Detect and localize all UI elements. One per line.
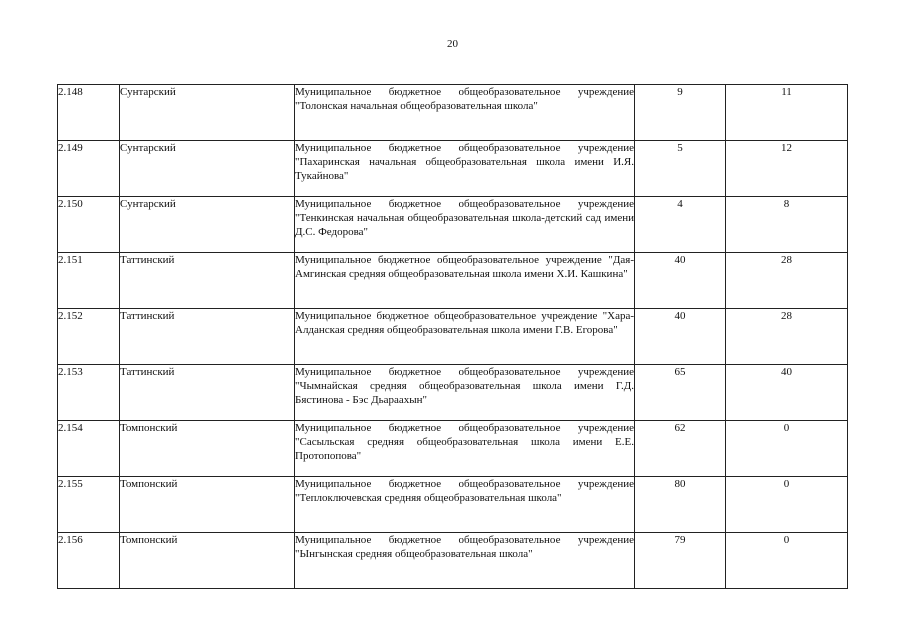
table-row (58, 309, 848, 365)
value-column-2: 12 (726, 141, 848, 197)
district-name: Сунтарский (120, 141, 295, 197)
institution-name: Муниципальное бюджетное общеобразовательное учреждение "Теплоключевская средняя общеобразовательная школа" (295, 477, 635, 533)
row-number: 2.150 (58, 197, 120, 253)
value-column-2: 28 (726, 309, 848, 365)
institution-name: Муниципальное бюджетное общеобразовательное учреждение "Толонская начальная общеобразовательная школа" (295, 85, 635, 141)
value-column-1: 80 (635, 477, 726, 533)
value-column-1: 40 (635, 253, 726, 309)
institution-name: Муниципальное бюджетное общеобразовательное учреждение "Хара-Алданская средняя общеобразовательная школа имени Г.В. Егорова" (295, 309, 635, 365)
value-column-2: 40 (726, 365, 848, 421)
district-name: Томпонский (120, 477, 295, 533)
value-column-1: 65 (635, 365, 726, 421)
row-number: 2.155 (58, 477, 120, 533)
value-column-1: 62 (635, 421, 726, 477)
value-column-2: 0 (726, 533, 848, 589)
table-row (58, 197, 848, 253)
district-name: Сунтарский (120, 197, 295, 253)
value-column-2: 11 (726, 85, 848, 141)
table-row (58, 477, 848, 533)
institution-name: Муниципальное бюджетное общеобразовательное учреждение "Тенкинская начальная общеобразовательная школа-детский сад имени Д.С. Федорова" (295, 197, 635, 253)
institution-name: Муниципальное бюджетное общеобразовательное учреждение "Пахаринская начальная общеобразовательная школа имени И.Я. Тукайнова" (295, 141, 635, 197)
value-column-2: 28 (726, 253, 848, 309)
table-row (58, 533, 848, 589)
district-name: Томпонский (120, 421, 295, 477)
institution-name: Муниципальное бюджетное общеобразовательное учреждение "Чымнайская средняя общеобразовательная школа имени Г.Д. Бястинова - Бэс Дьараахын" (295, 365, 635, 421)
institution-name: Муниципальное бюджетное общеобразовательное учреждение "Сасыльская средняя общеобразовательная школа имени Е.Е. Протопопова" (295, 421, 635, 477)
table-row (58, 365, 848, 421)
value-column-1: 40 (635, 309, 726, 365)
value-column-1: 5 (635, 141, 726, 197)
institutions-table (57, 84, 848, 589)
table-row (58, 421, 848, 477)
row-number: 2.153 (58, 365, 120, 421)
row-number: 2.152 (58, 309, 120, 365)
value-column-1: 79 (635, 533, 726, 589)
value-column-1: 9 (635, 85, 726, 141)
district-name: Таттинский (120, 309, 295, 365)
value-column-2: 8 (726, 197, 848, 253)
table-row (58, 141, 848, 197)
row-number: 2.156 (58, 533, 120, 589)
row-number: 2.149 (58, 141, 120, 197)
institution-name: Муниципальное бюджетное общеобразовательное учреждение "Ынгынская средняя общеобразовательная школа" (295, 533, 635, 589)
table-row (58, 253, 848, 309)
value-column-2: 0 (726, 421, 848, 477)
row-number: 2.154 (58, 421, 120, 477)
district-name: Таттинский (120, 365, 295, 421)
institution-name: Муниципальное бюджетное общеобразовательное учреждение "Дая-Амгинская средняя общеобразовательная школа имени Х.И. Кашкина" (295, 253, 635, 309)
value-column-2: 0 (726, 477, 848, 533)
value-column-1: 4 (635, 197, 726, 253)
table-row (58, 85, 848, 141)
page-number: 20 (447, 38, 458, 50)
district-name: Томпонский (120, 533, 295, 589)
row-number: 2.148 (58, 85, 120, 141)
district-name: Таттинский (120, 253, 295, 309)
district-name: Сунтарский (120, 85, 295, 141)
row-number: 2.151 (58, 253, 120, 309)
